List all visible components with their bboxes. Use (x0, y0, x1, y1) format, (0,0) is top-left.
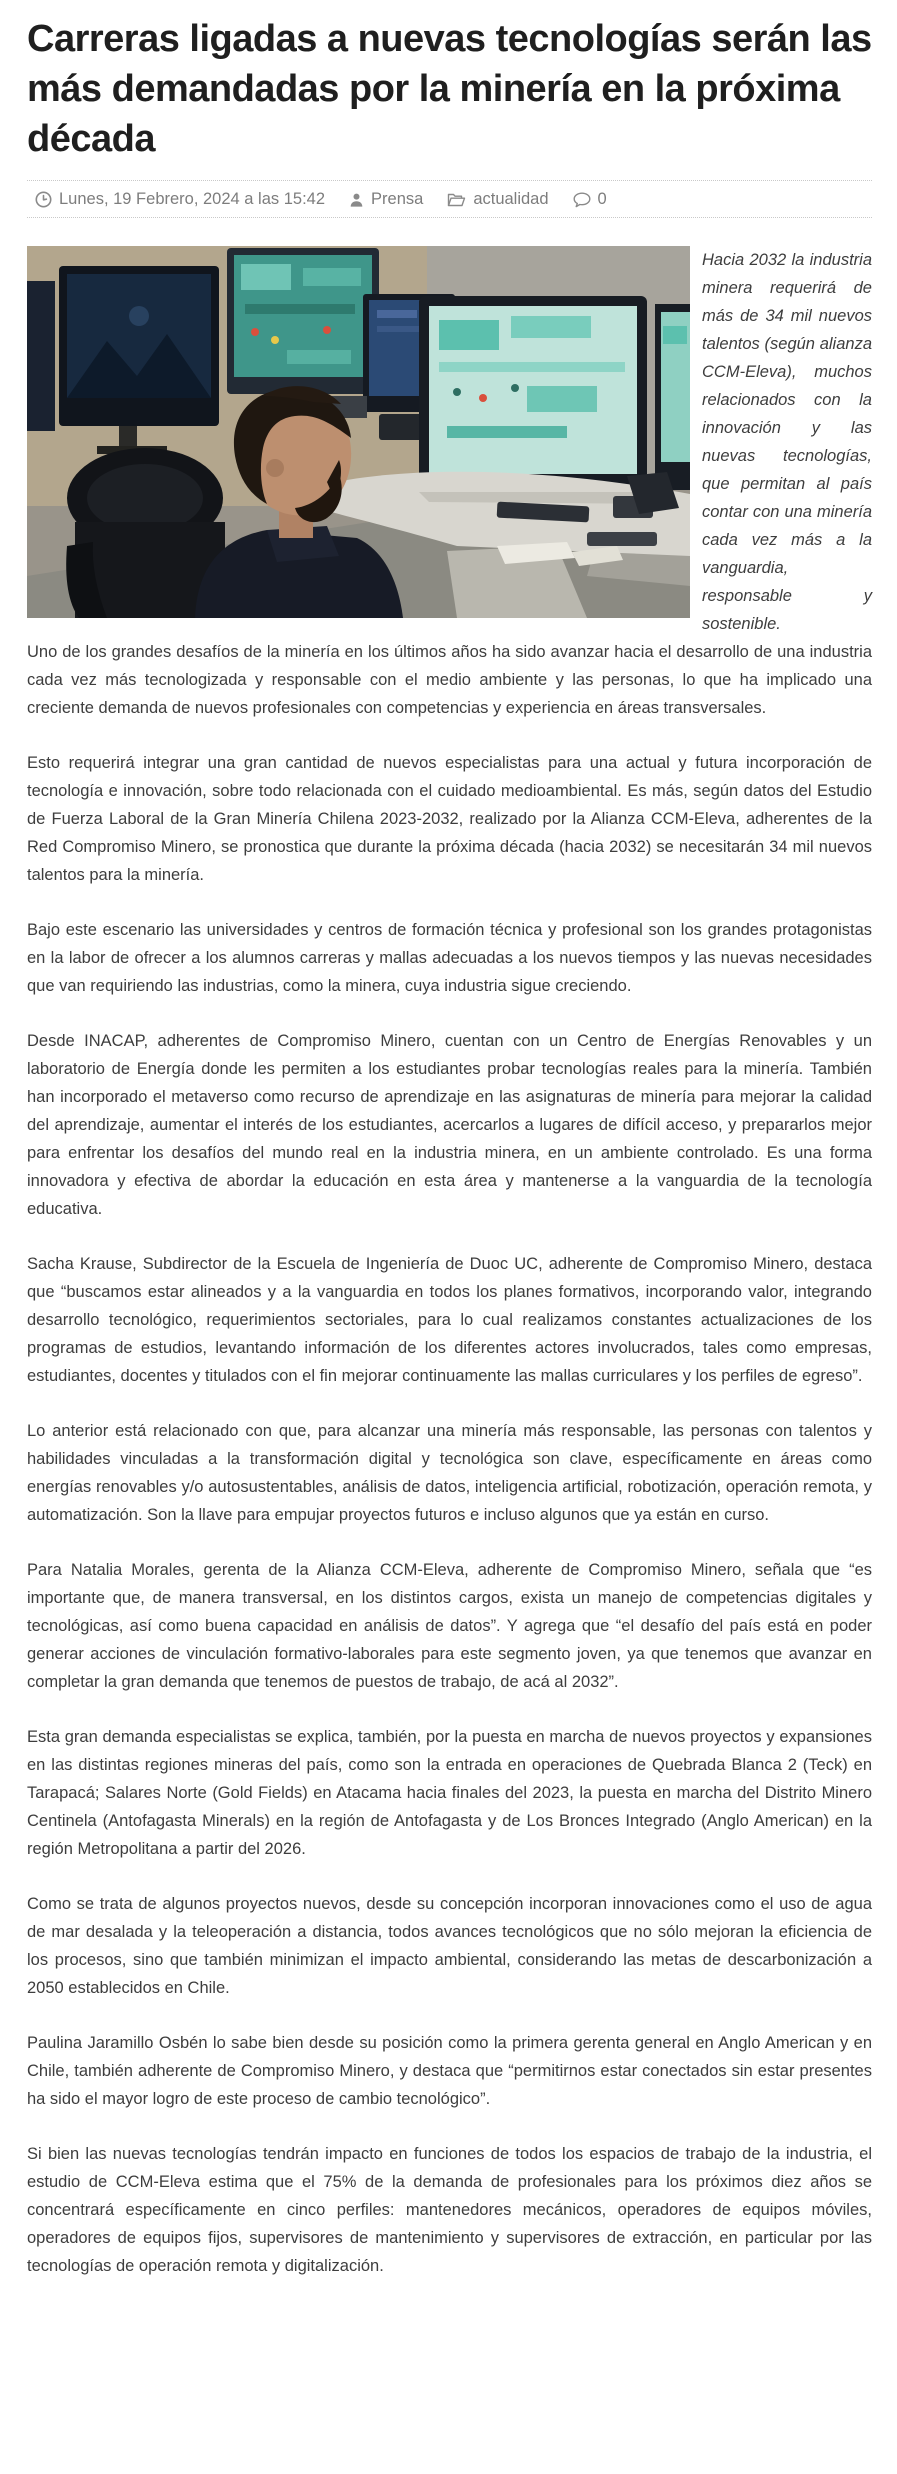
article-title: Carreras ligadas a nuevas tecnologías serán las más demandadas por la minería en la próxima década (27, 18, 872, 160)
control-room-operator-photo (27, 246, 690, 618)
meta-category-link[interactable] (447, 190, 548, 209)
control-room-photo-illustration (27, 246, 690, 618)
lead-paragraph: Hacia 2032 la industria minera requerirá de más de 34 mil nuevos talentos (según alianza CCM-Eleva), muchos relacionados con la innovación y las nuevas tecnologías, que permitan al país contar con una minería cada vez más a la vanguardia, responsable y sostenible. (702, 251, 872, 633)
user-icon (349, 192, 364, 208)
meta-author-label: Prensa (371, 190, 424, 208)
article-paragraph: Desde INACAP, adherentes de Compromiso Minero, cuentan con un Centro de Energías Renovables y un laboratorio de Energía donde les permiten a los estudiantes probar tecnologías reales para la minería. También han incorporado el metaverso como recurso de aprendizaje en las asignaturas de minería para mejorar la calidad del aprendizaje, aumentar el interés de los estudiantes, acercarlos a lugares de difícil acceso, y prepararlos mejor para enfrentar los desafíos del mundo real en la industria minera, en un ambiente controlado. Es una forma innovadora y efectiva de abordar la educación en esta área y mantenerse a la vanguardia de la tecnología educativa. (27, 1032, 872, 1218)
article-paragraph: Lo anterior está relacionado con que, para alcanzar una minería más responsable, las personas con talentos y habilidades vinculadas a la transformación digital y tecnológica son clave, específicamente en áreas como energías renovables y/o autosustentables, análisis de datos, inteligencia artificial, robotización, operación remota, y automatización. Son la llave para empujar proyectos futuros e incluso algunos que ya están en curso. (27, 1422, 872, 1524)
article-paragraph: Como se trata de algunos proyectos nuevos, desde su concepción incorporan innovaciones como el uso de agua de mar desalada y la teleoperación a distancia, todos avances tecnológicos que no sólo mejoran la eficiencia de los procesos, sino que también minimizan el impacto ambiental, considerando las metas de descarbonización a 2050 establecidos en Chile. (27, 1895, 872, 1997)
comment-bubble-icon (573, 192, 591, 208)
article-paragraph: Bajo este escenario las universidades y centros de formación técnica y profesional son los grandes protagonistas en la labor de ofrecer a los alumnos carreras y mallas adecuadas a los nuevos tiempos y las nuevas necesidades que van requiriendo las industrias, como la minera, cuya industria sigue creciendo. (27, 921, 872, 995)
clock-icon (35, 191, 52, 208)
folder-open-icon (447, 192, 466, 208)
article-body (27, 218, 872, 2280)
article-paragraph: Esta gran demanda especialistas se explica, también, por la puesta en marcha de nuevos proyectos y expansiones en las distintas regiones mineras del país, como son la entrada en operaciones de Quebrada Blanca 2 (Teck) en Tarapacá; Salares Norte (Gold Fields) en Atacama hacia finales del 2023, la puesta en marcha del Distrito Minero Centinela (Antofagasta Minerals) en la región de Antofagasta y de Los Bronces Integrado (Anglo American) en la región Metropolitana a partir del 2026. (27, 1728, 872, 1858)
article-paragraph: Esto requerirá integrar una gran cantidad de nuevos especialistas para una actual y futura incorporación de tecnología e innovación, sobre todo relacionada con el cuidado medioambiental. Es más, según datos del Estudio de Fuerza Laboral de la Gran Minería Chilena 2023-2032, realizado por la Alianza CCM-Eleva, adherentes de la Red Compromiso Minero, se pronostica que durante la próxima década (hacia 2032) se necesitarán 34 mil nuevos talentos para la minería. (27, 754, 872, 884)
meta-comments-count: 0 (597, 190, 607, 208)
article-paragraph: Paulina Jaramillo Osbén lo sabe bien desde su posición como la primera gerenta general en Anglo American y en Chile, también adherente de Compromiso Minero, y destaca que “permitirnos estar conectados sin estar presentes ha sido el mayor logro de este proceso de cambio tecnológico”. (27, 2034, 872, 2108)
article-meta-bar (27, 180, 872, 218)
meta-date-label: Lunes, 19 Febrero, 2024 a las 15:42 (59, 190, 326, 208)
article-paragraph: Uno de los grandes desafíos de la minería en los últimos años ha sido avanzar hacia el desarrollo de una industria cada vez más tecnologizada y responsable con el medio ambiente y las personas, lo que ha implicado una creciente demanda de nuevos profesionales con competencias y experiencia en áreas transversales. (27, 643, 872, 717)
article-paragraphs (27, 638, 872, 2280)
meta-comments-link[interactable] (573, 190, 607, 209)
article-paragraph: Sacha Krause, Subdirector de la Escuela de Ingeniería de Duoc UC, adherente de Compromiso Minero, destaca que “buscamos estar alineados y a la vanguardia en todos los planes formativos, incorporando valor, integrando desarrollo tecnológico, requerimientos sectoriales, para lo cual realizamos constantes actualizaciones de los programas de estudios, levantando información de los diferentes actores involucrados, tales como empresas, estudiantes, docentes y titulados con el fin mejorar continuamente las mallas curriculares y los perfiles de egreso”. (27, 1255, 872, 1385)
article-paragraph: Para Natalia Morales, gerenta de la Alianza CCM-Eleva, adherente de Compromiso Minero, señala que “es importante que, de manera transversal, en los distintos cargos, exista un manejo de competencias digitales y tecnológicas, así como buena capacidad en análisis de datos”. Y agrega que “el desafío del país está en poder generar acciones de vinculación formativo-laborales para este segmento joven, ya que tenemos que avanzar en completar la gran demanda que tenemos de puestos de trabajo, de acá al 2032”. (27, 1561, 872, 1691)
article-paragraph: Si bien las nuevas tecnologías tendrán impacto en funciones de todos los espacios de trabajo de la industria, el estudio de CCM-Eleva estima que el 75% de la demanda de profesionales para los próximos diez años se concentrará específicamente en cinco perfiles: mantenedores mecánicos, operadores de equipos móviles, operadores de equipos fijos, supervisores de mantenimiento y supervisores de extracción, en particular por las tecnologías de operación remota y digitalización. (27, 2145, 872, 2275)
meta-category-label: actualidad (473, 190, 549, 208)
meta-author-link[interactable] (349, 190, 423, 209)
meta-date (35, 190, 325, 209)
